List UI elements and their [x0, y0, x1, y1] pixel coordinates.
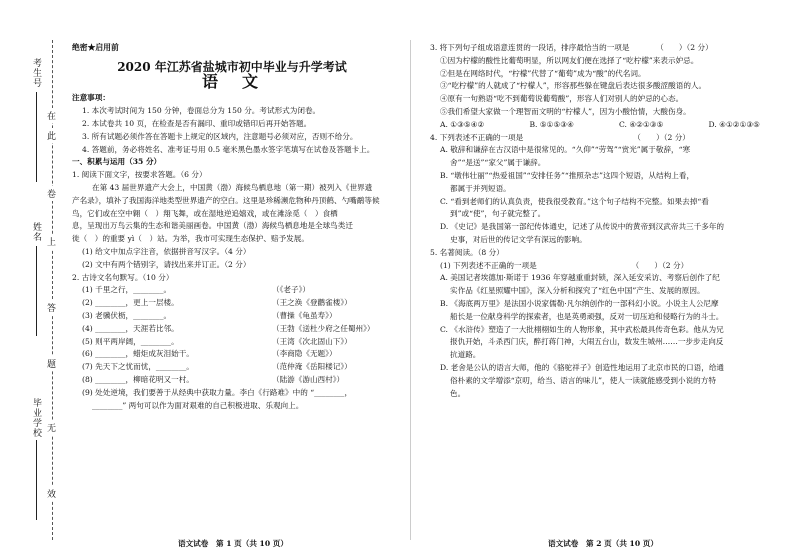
option-line: 到”或“使”，句子就完整了。 [440, 209, 546, 219]
option-line: A. 美国记者埃德加·斯诺于 1936 年穿越重重封锁，深入延安采访、考察后创作了纪 [440, 273, 720, 283]
section-heading: 一、积累与运用（35 分） [72, 157, 162, 167]
option-line: B. 《海底两万里》是法国小说家儒勒·凡尔纳创作的一部科幻小说。小说主人公尼摩 [440, 298, 719, 308]
option-line: 舍”“是送”“家父”属于谦辞。 [440, 158, 546, 168]
recitation-item-9: ________” 两句可以作为面对艰难的自己积极进取、乐观向上。 [92, 400, 304, 410]
option-line: C. “看到老师们的认真负责，使我很受教育。”这个句子结构不完整。如果去掉“看 [440, 196, 709, 206]
option: B. ⑤①⑤③④ [529, 119, 574, 129]
school-line [36, 440, 37, 520]
blank-line: (4) ________，天涯若比邻。 [82, 323, 179, 333]
recitation-item [72, 374, 392, 387]
page-1 [72, 42, 392, 412]
seal-char: 此 [47, 128, 56, 143]
exam-number-label: 考生号 [31, 58, 41, 88]
sentence-item: ②但是在网络时代，“柠檬”代替了“葡萄”成为“酸”的代名词。 [440, 68, 646, 78]
name-line [36, 246, 37, 336]
seal-char: 题 [47, 356, 56, 371]
blank-line: (5) 则平两岸阔，________。 [82, 336, 179, 346]
sub-question: (2) 文中有两个错别字，请找出来并订正。（2 分） [82, 259, 251, 269]
option-line: 抗道路。 [440, 350, 481, 360]
seal-char: 上 [47, 234, 56, 249]
passage-line: 鸟，它们或在空中翱（ ）翔飞舞，或在湿地逆追嬉戏，或在滩涂觅（ ）食栖 [72, 208, 338, 218]
sub-question: (1) 给文中加点字注音，依据拼音写汉字。（4 分） [82, 246, 251, 256]
exam-number-line [36, 92, 37, 182]
note-item: 3. 所有试题必须作答在答题卡上规定的区域内，注意题号必须对应，否则不给分。 [82, 131, 358, 141]
question-3-options [430, 119, 760, 132]
passage-line: 产名录》，填补了我国海洋地类型世界遗产的空白。这里是珍稀濒危物种丹顶鹤、勺嘴鹬等候 [72, 195, 380, 205]
sentence-item: ①因为柠檬的酸性比葡萄明显，所以网友们便在选择了“吃柠檬”来表示妒忌。 [440, 55, 699, 65]
binding-margin [0, 0, 70, 560]
page-1-footer: 语文试卷 第 1 页（共 10 页） [178, 539, 288, 548]
option-line: 报仇开始，斗杀西门庆，醉打蒋门神，大闹五台山，数发生城州……一步步走向反 [440, 337, 724, 347]
seal-char: 无 [47, 420, 56, 435]
sentence-item: ③“吃柠檬”的人就成了“柠檬人”，形容那些躲在键盘后表达很多酸涩酸语的人。 [440, 81, 707, 91]
source: （陆游《游山西村》） [272, 374, 345, 384]
seal-char: 答 [47, 300, 56, 315]
passage-line: 在第 43 届世界遗产大会上，中国黄（渤）海候鸟栖息地（第一期）被列入《世界遗 [92, 182, 373, 192]
option-line: C. 《水浒传》塑造了一大批栩栩如生的人物形象，其中武松最具传奇色彩。他从为兄 [440, 324, 724, 334]
recitation-item [72, 361, 392, 374]
passage-line: 息，呈现出万鸟云集的生态和谐美丽画卷。中国黄（渤）海候鸟栖息地是全球鸟类迁 [72, 221, 353, 231]
sub-question: (1) 下列表述不正确的一项是 （ ）（2 分） [440, 260, 689, 270]
confidential-note: 绝密★启用前 [72, 43, 119, 52]
sentence-item: ④原有一句熟语“吃不到葡萄说葡萄酸”，形容人们对别人的妒忌的心态。 [440, 94, 684, 104]
question-4-heading: 4. 下列表述不正确的一项是 （ ）（2 分） [430, 132, 690, 142]
recitation-item [72, 284, 392, 297]
option: A. ①③⑤④② [440, 119, 485, 129]
option-line: 船长是一位献身科学的探索者，也是英勇顽强，反对一切压迫和侵略行为的斗士。 [440, 311, 724, 321]
exam-title: 2020 年江苏省盐城市初中毕业与升学考试 [117, 59, 347, 74]
source: （范仲淹《岳阳楼记》） [272, 362, 352, 372]
option-line: D. 老舍是公认的语言大师，他的《骆驼祥子》创造性地运用了北京市民的口语，给通 [440, 362, 725, 372]
page-divider [410, 40, 411, 540]
note-item: 2. 本试卷共 10 页，在检查是否有漏印、重印或错印后再开始答题。 [82, 118, 312, 128]
recitation-item [72, 310, 392, 323]
blank-line: (7) 先天下之忧而忧，________。 [82, 362, 194, 372]
option: C. ④②①③⑤ [619, 119, 664, 129]
name-label: 姓名 [31, 222, 41, 242]
source: （《老子》） [272, 285, 310, 295]
school-label: 毕业学校 [31, 398, 41, 438]
question-5-heading: 5. 名著阅读。（8 分） [430, 247, 504, 257]
source: （王湾《次北固山下》） [272, 336, 352, 346]
option-line: 实作品《红星照耀中国》，深入分析和探究了“红色中国”产生、发展的原因。 [440, 286, 705, 296]
blank-line: (1) 千里之行，________。 [82, 285, 172, 295]
page-2 [430, 42, 760, 400]
notes-heading: 注意事项： [72, 93, 110, 103]
option-line: A. 敬辞和谦辞在古汉语中是很常见的。“久仰”“劳驾”“赏光”属于敬辞，“寒 [440, 145, 691, 155]
source: （王之涣《登鹳雀楼》） [272, 298, 352, 308]
recitation-item [72, 336, 392, 349]
recitation-item-9: (9) 处处逆境，我们要善于从经典中获取力量。李白《行路难》中的 “________， [82, 387, 353, 397]
sentence-item: ⑤我们希望大家做一个理智而文明的“柠檬人”，因为小酸怡情，大酸伤身。 [440, 106, 691, 116]
option-line: 都属于并列短语。 [440, 183, 511, 193]
option-line: D. 《史记》是我国第一部纪传体通史，记述了从传说中的黄帝到汉武帝共三千多年的 [440, 222, 725, 232]
source: （王勃《送杜少府之任蜀州》） [272, 323, 375, 333]
source: （曹操《龟虽寿》） [272, 310, 337, 320]
question-1-heading: 1. 阅读下面文字，按要求答题。（6 分） [72, 170, 207, 180]
recitation-item [72, 348, 392, 361]
blank-line: (6) ________，蜡炬成灰泪始干。 [82, 349, 194, 359]
question-2-heading: 2. 古诗文名句默写。（10 分） [72, 272, 174, 282]
option-line: 色。 [440, 388, 466, 398]
blank-line: (2) ________，更上一层楼。 [82, 298, 179, 308]
source: （李商隐《无题》） [272, 349, 337, 359]
recitation-item [72, 323, 392, 336]
note-item: 1. 本次考试时间为 150 分钟，卷面总分为 150 分。考试形式为闭卷。 [82, 106, 321, 116]
blank-line: (3) 老骥伏枥，________。 [82, 310, 172, 320]
question-3-heading: 3. 将下列句子组成语意连贯的一段话，排序最恰当的一项是 （ ）（2 分） [430, 43, 713, 52]
blank-line: (8) ________，柳暗花明又一村。 [82, 374, 194, 384]
page-2-footer: 语文试卷 第 2 页（共 10 页） [548, 539, 658, 548]
option-line: 史事，对后世的传记文学有深远的影响。 [440, 234, 587, 244]
seal-char: 效 [47, 486, 56, 501]
note-item: 4. 答题前，务必将姓名、准考证号用 0.5 毫米黑色墨水签字笔填写在试卷及答题卡上。 [82, 144, 375, 154]
option-line: 俗朴素的文学增添“京叨，给当、语言的味儿”，使人一读就能感受到小说的方特 [440, 375, 716, 385]
option-line: B. “墩伟壮丽”“热爱祖国”“安排任务”“推照杂志”这四个短语，从结构上看， [440, 170, 695, 180]
option: D. ④①②①③⑤ [708, 119, 760, 129]
seal-char: 卷 [47, 186, 56, 201]
passage-line: 徙（ ）的重要 yì（ ）站。为举，我市可实现生态保护、赔予发展。 [72, 234, 309, 244]
subject-title: 语文 [201, 71, 282, 91]
recitation-item [72, 297, 392, 310]
seal-char: 在 [47, 108, 56, 123]
